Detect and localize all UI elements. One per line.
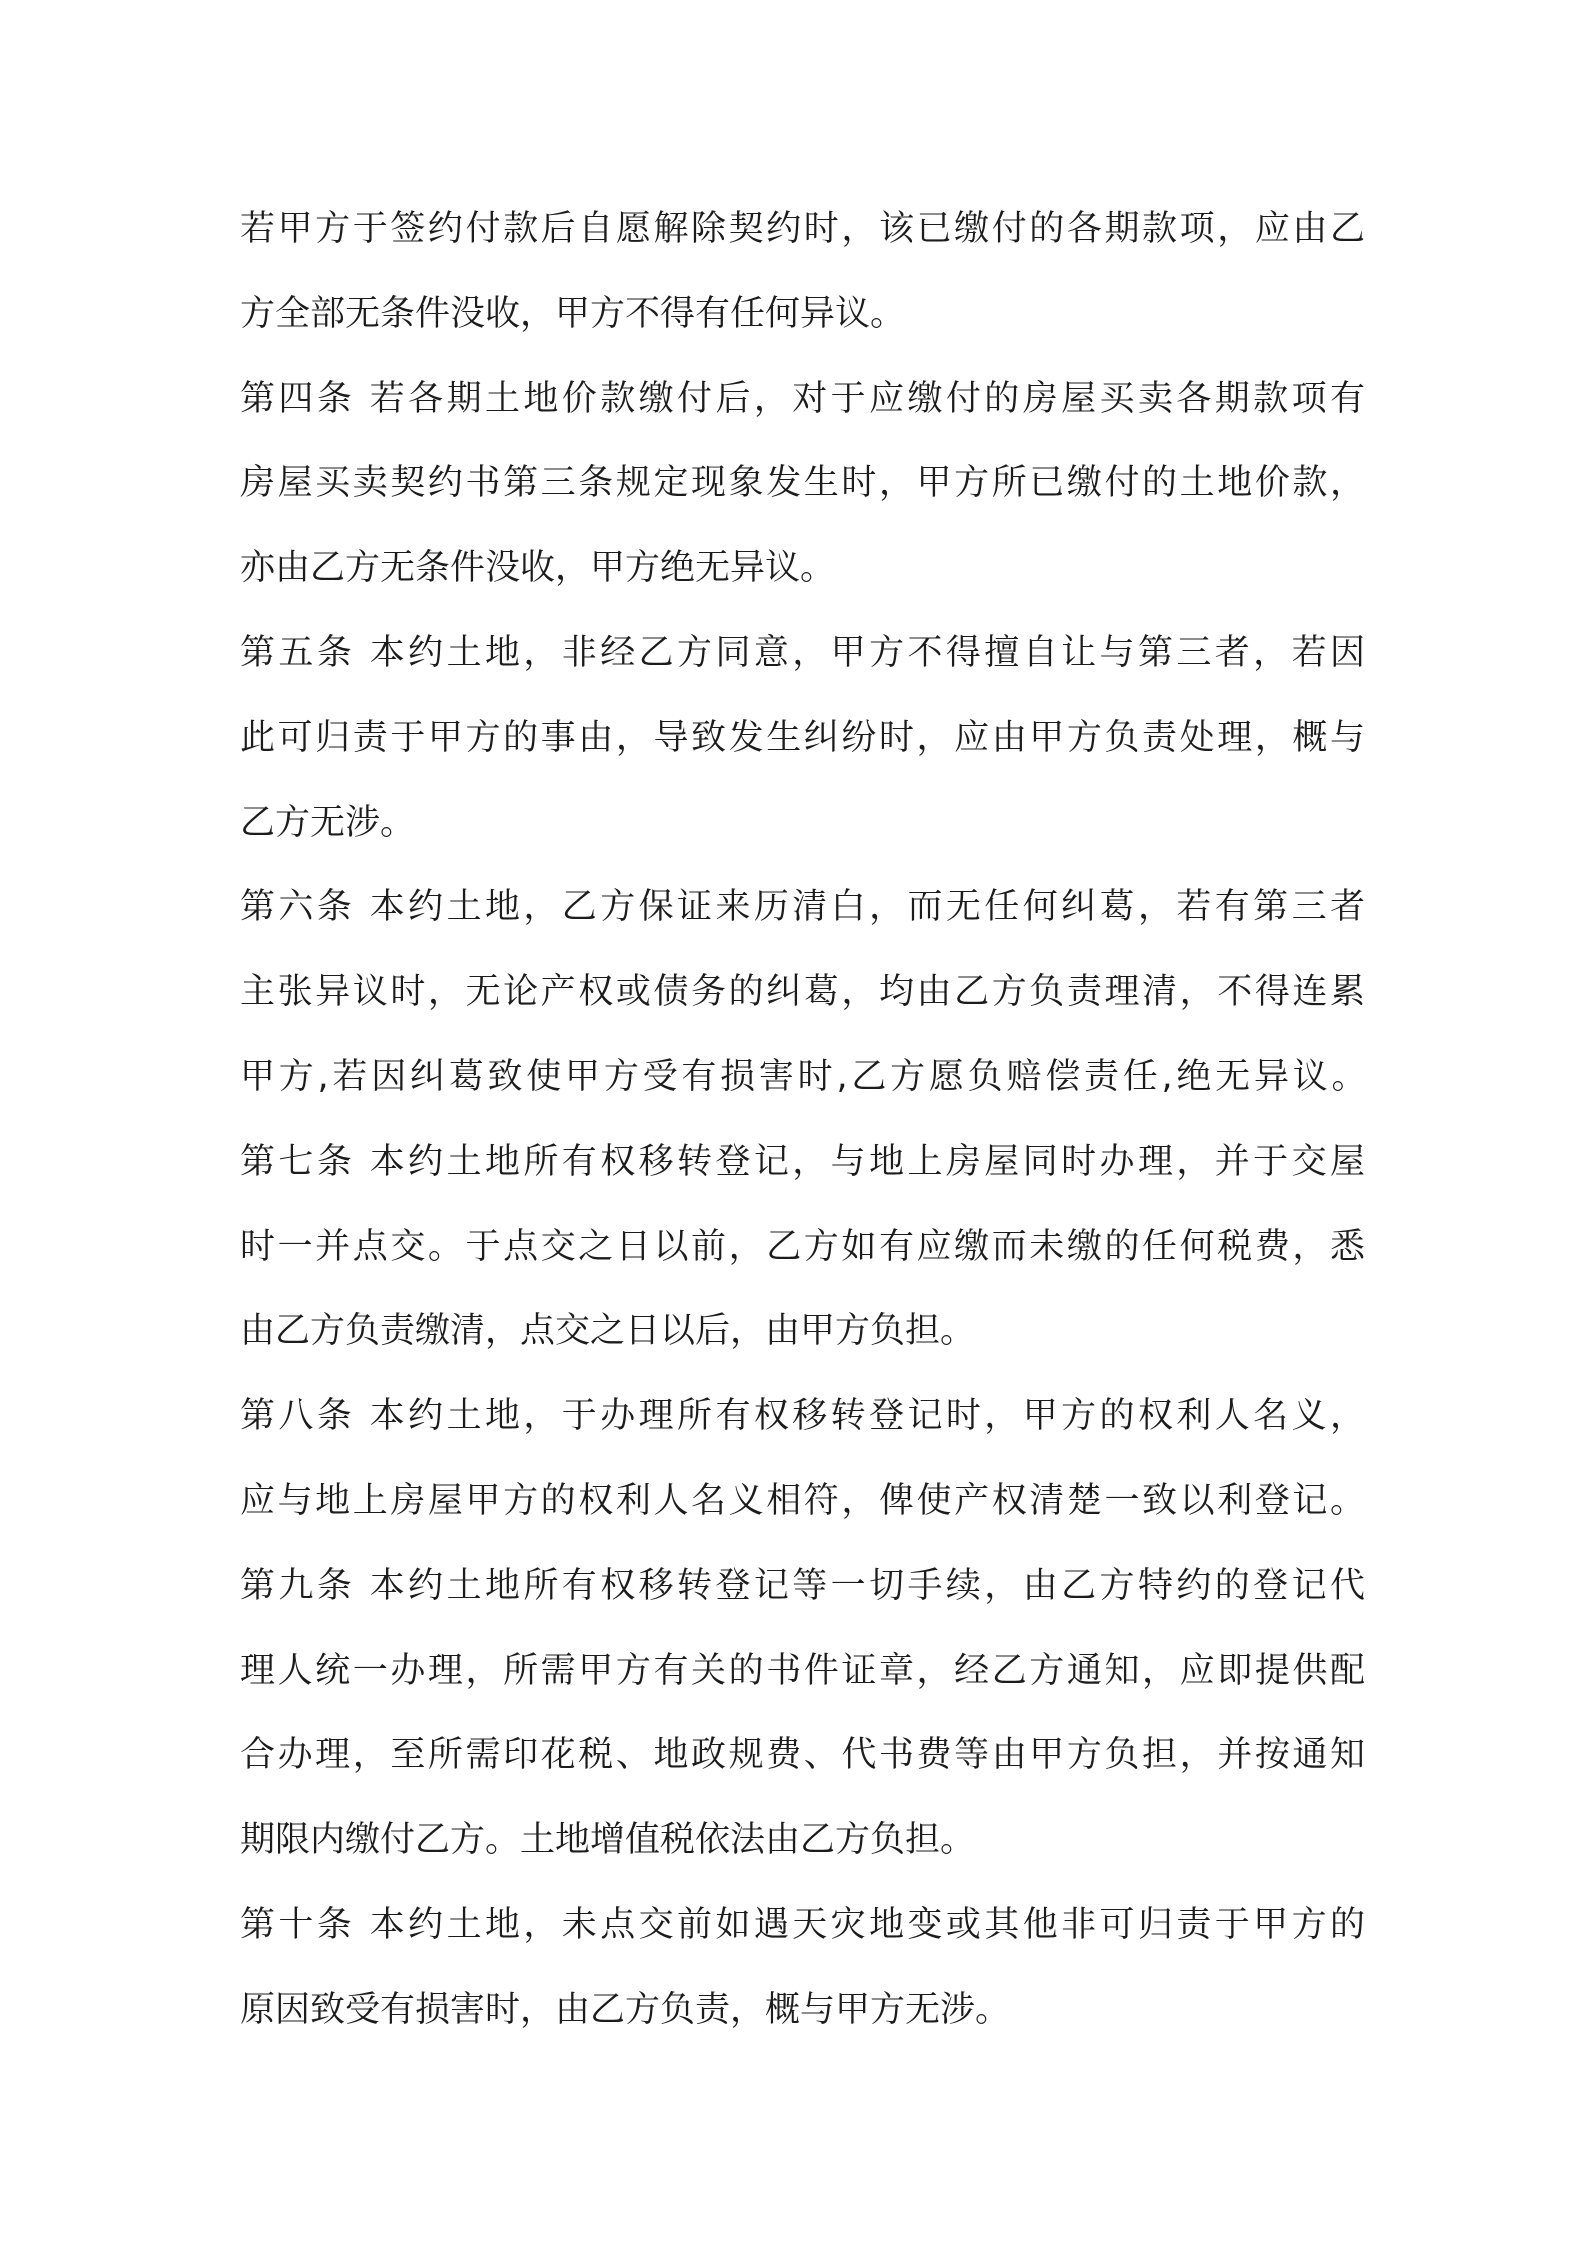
text-line: 甲方,若因纠葛致使甲方受有损害时,乙方愿负赔偿责任,绝无异议。 [240, 1056, 1365, 1097]
text-line: 若甲方于签约付款后自愿解除契约时，该已缴付的各期款项，应由乙 [240, 209, 1365, 249]
article-5-heading-line: 第五条 本约土地，非经乙方同意，甲方不得擅自让与第三者，若因 [240, 632, 1365, 673]
document-body [240, 187, 1365, 2053]
text-line: 此可归责于甲方的事由，导致发生纠纷时，应由甲方负责处理，概与 [240, 717, 1365, 758]
text-line: 由乙方负责缴清，点交之日以后，由甲方负担。 [240, 1311, 976, 1352]
article-9-heading-line: 第九条 本约土地所有权移转登记等一切手续，由乙方特约的登记代 [240, 1565, 1365, 1606]
text-line: 亦由乙方无条件没收，甲方绝无异议。 [240, 548, 836, 589]
article-10-heading-line: 第十条 本约土地，未点交前如遇天灾地变或其他非可归责于甲方的 [240, 1904, 1365, 1945]
text-line: 理人统一办理，所需甲方有关的书件证章，经乙方通知，应即提供配 [240, 1650, 1365, 1691]
text-line: 时一并点交。于点交之日以前，乙方如有应缴而未缴的任何税费，悉 [240, 1226, 1365, 1267]
text-line: 主张异议时，无论产权或债务的纠葛，均由乙方负责理清，不得连累 [240, 972, 1365, 1013]
article-8-heading-line: 第八条 本约土地，于办理所有权移转登记时，甲方的权利人名义， [240, 1396, 1365, 1437]
text-line: 应与地上房屋甲方的权利人名义相符，俾使产权清楚一致以利登记。 [240, 1480, 1365, 1521]
text-line: 期限内缴付乙方。土地增值税依法由乙方负担。 [240, 1820, 976, 1861]
article-4-heading-line: 第四条 若各期土地价款缴付后，对于应缴付的房屋买卖各期款项有 [240, 378, 1365, 419]
text-line: 原因致受有损害时，由乙方负责，概与甲方无涉。 [240, 1989, 1011, 2030]
text-line: 方全部无条件没收，甲方不得有任何异议。 [240, 293, 906, 334]
article-6-heading-line: 第六条 本约土地，乙方保证来历清白，而无任何纠葛，若有第三者 [240, 887, 1365, 928]
article-7-heading-line: 第七条 本约土地所有权移转登记，与地上房屋同时办理，并于交屋 [240, 1141, 1365, 1182]
text-line: 乙方无涉。 [240, 802, 416, 843]
text-line: 房屋买卖契约书第三条规定现象发生时，甲方所已缴付的土地价款， [240, 463, 1365, 504]
text-line: 合办理，至所需印花税、地政规费、代书费等由甲方负担，并按通知 [240, 1735, 1365, 1776]
